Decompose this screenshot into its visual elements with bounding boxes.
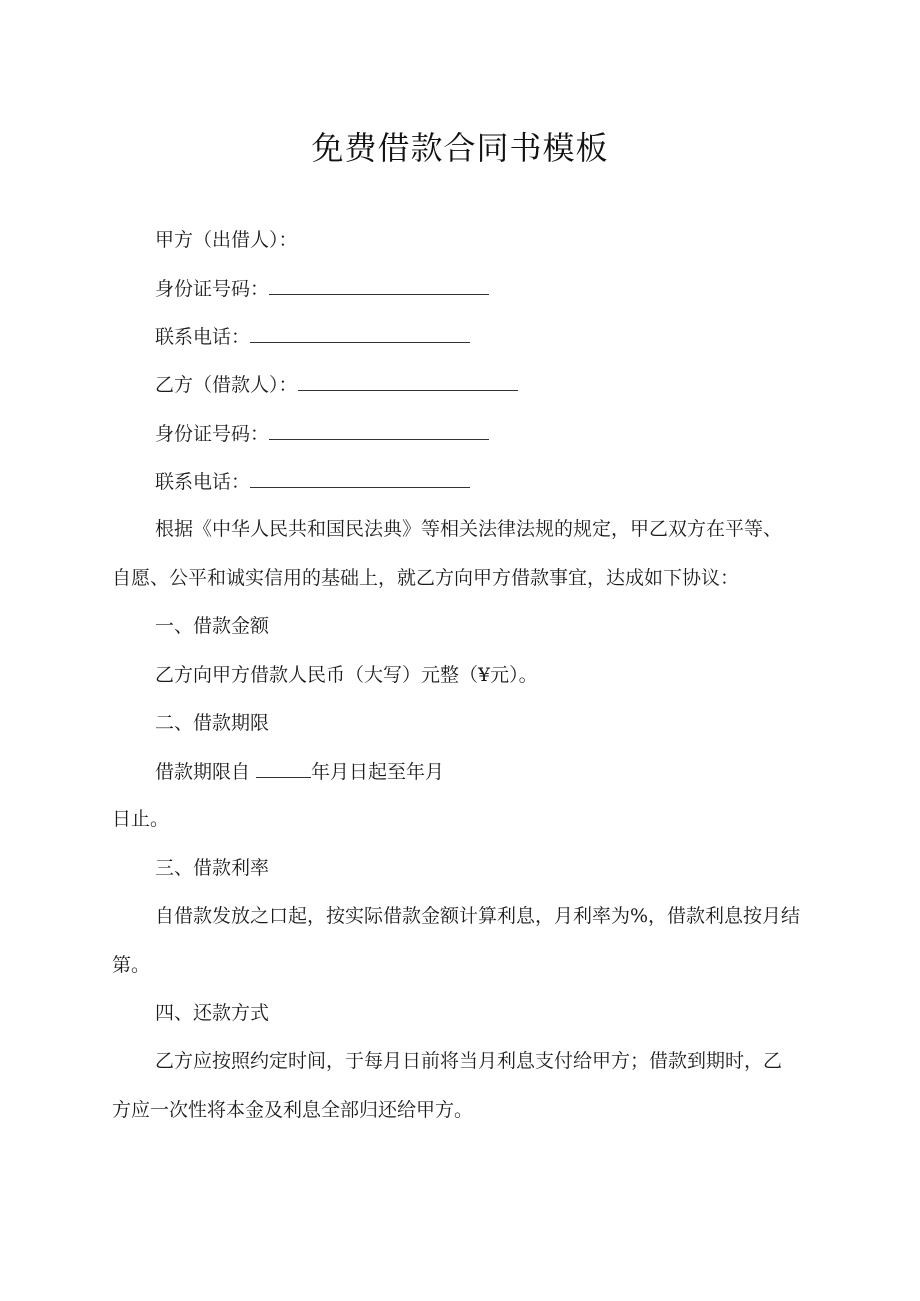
- party-a-label: [155, 226, 298, 254]
- party-b-phone-row: [155, 467, 470, 496]
- party-b-id-label: 身份证号码：: [155, 423, 270, 445]
- party-a-id-blank: [269, 274, 489, 295]
- party-b-row: [155, 370, 518, 399]
- party-a-id-row: [155, 274, 489, 303]
- document-title: 免费借款合同书模板: [311, 129, 609, 167]
- party-a-phone-row: [155, 322, 470, 351]
- party-a-phone-label: 联系电话：: [155, 326, 251, 348]
- party-b-phone-blank: [250, 467, 470, 488]
- party-a-label-text: 甲方（出借人）：: [155, 229, 298, 251]
- section-2-text-start: 借款期限自: [155, 761, 251, 783]
- section-1-heading: 一、借款金额: [155, 615, 270, 637]
- party-b-id-row: [155, 419, 489, 448]
- section-2-text-end: 日止。: [112, 808, 170, 830]
- section-2-text-mid: 年月日起至年月: [311, 761, 445, 783]
- party-a-phone-blank: [250, 322, 470, 343]
- party-a-id-label: 身份证号码：: [155, 278, 270, 300]
- section-4-text-2: 方应一次性将本金及利息全部归还给甲方。: [112, 1099, 474, 1121]
- section-1-text: 乙方向甲方借款人民币（大写）元整（¥元）。: [155, 664, 538, 686]
- party-b-id-blank: [269, 419, 489, 440]
- party-b-blank: [298, 370, 518, 391]
- section-3-text-2: 第。: [112, 954, 151, 976]
- section-3-heading: 三、借款利率: [155, 857, 270, 879]
- section-2-text-row: [155, 757, 444, 786]
- section-3-text-1: 自借款发放之口起，按实际借款金额计算利息，月利率为%，借款利息按月结: [155, 905, 801, 927]
- intro-line-1: 根据《中华人民共和国民法典》等相关法律法规的规定，甲乙双方在平等、: [155, 518, 783, 540]
- intro-line-2: 自愿、公平和诚实信用的基础上，就乙方向甲方借款事宜，达成如下协议：: [112, 567, 740, 589]
- party-b-phone-label: 联系电话：: [155, 471, 251, 493]
- party-b-label: 乙方（借款人）：: [155, 374, 298, 396]
- section-2-heading: 二、借款期限: [155, 712, 270, 734]
- section-4-heading: 四、还款方式: [155, 1002, 270, 1024]
- section-4-text-1: 乙方应按照约定时间，于每月日前将当月利息支付给甲方；借款到期时，乙: [155, 1050, 783, 1072]
- loan-start-year-blank: [256, 757, 311, 778]
